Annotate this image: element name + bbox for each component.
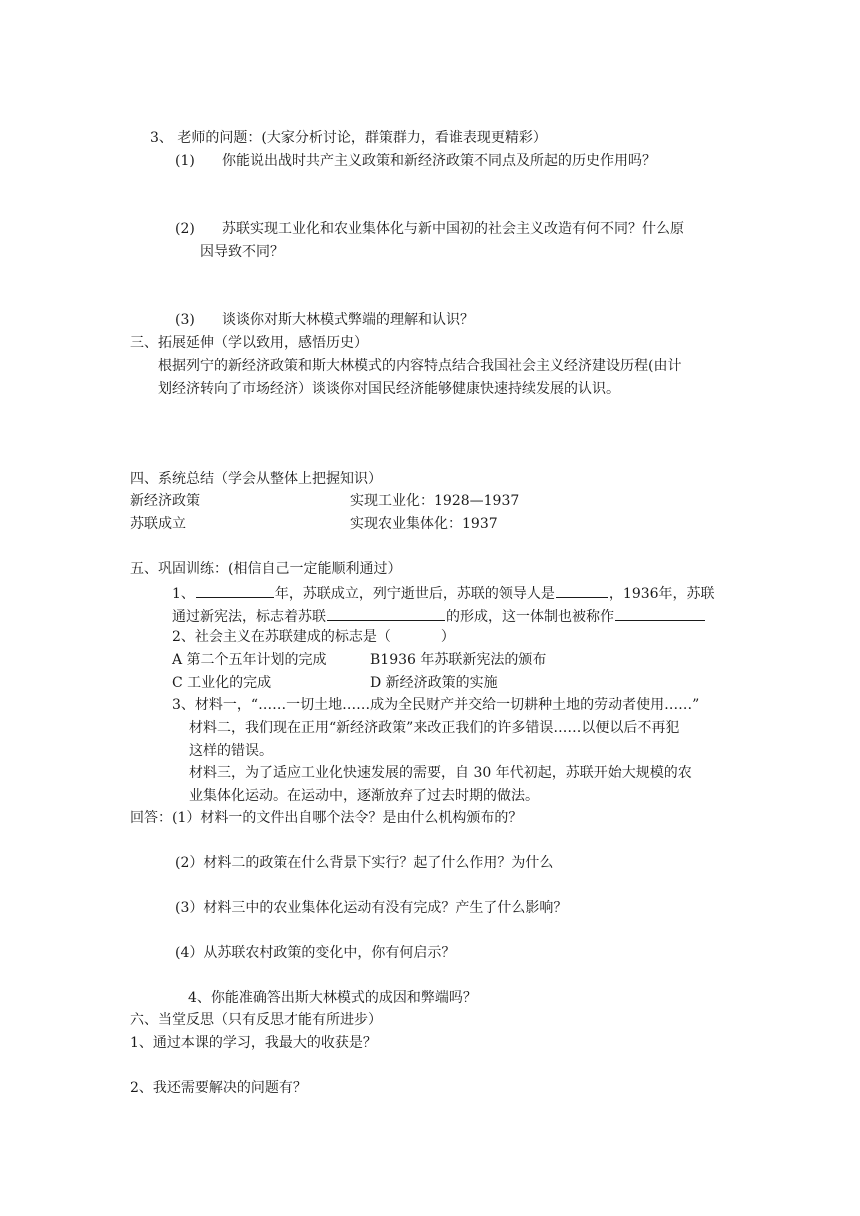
extension-text-line-2: 划经济转向了市场经济）谈谈你对国民经济能够健康快速持续发展的认识。 xyxy=(158,381,620,397)
material-1: 3、材料一，“……一切土地……成为全民财产并交给一切耕种土地的劳动者使用……” xyxy=(172,697,700,713)
fill-blank-leader[interactable] xyxy=(556,582,608,598)
option-c: C 工业化的完成 xyxy=(172,675,272,691)
reflection-heading: 六、当堂反思（只有反思才能有所进步） xyxy=(130,1012,382,1028)
reflection-2: 2、我还需要解决的问题有？ xyxy=(130,1080,307,1096)
practice-heading: 五、巩固训练：(相信自己一定能顺利通过） xyxy=(130,561,402,577)
fill-blank-system[interactable] xyxy=(327,605,445,621)
practice-q1-part1: 年，苏联成立，列宁逝世后，苏联的领导人是 xyxy=(274,586,555,602)
practice-q1-part2: ，1936年，苏联 xyxy=(608,586,715,602)
reflection-1: 1、通过本课的学习，我最大的收获是？ xyxy=(130,1035,377,1051)
practice-q4: 4、你能准确答出斯大林模式的成因和弊端吗？ xyxy=(188,990,477,1006)
option-d: D 新经济政策的实施 xyxy=(370,675,498,691)
material-3-line-1: 材料三，为了适应工业化快速发展的需要，自 30 年代初起，苏联开始大规模的农 xyxy=(189,765,692,781)
question-2-text-continued: 因导致不同？ xyxy=(200,244,284,260)
question-2-number: (2) xyxy=(175,221,195,237)
extension-heading: 三、拓展延伸（学以致用，感悟历史） xyxy=(130,335,368,351)
answer-2: (2）材料二的政策在什么背景下实行？起了什么作用？为什么 xyxy=(175,855,554,871)
answer-3: (3）材料三中的农业集体化运动有没有完成？产生了什么影响？ xyxy=(175,900,568,916)
question-3-number: (3) xyxy=(175,312,195,328)
practice-q1-part4: 的形成，这一体制也被称作 xyxy=(446,609,614,625)
practice-q1-prefix: 1、 xyxy=(172,586,195,602)
practice-q1-line-2 xyxy=(172,605,706,627)
option-a: A 第二个五年计划的完成 xyxy=(172,652,327,668)
question-1-number: (1) xyxy=(175,153,195,169)
answer-1: 回答：(1）材料一的文件出自哪个法令？是由什么机构颁布的？ xyxy=(130,810,523,826)
summary-heading: 四、系统总结（学会从整体上把握知识） xyxy=(130,471,382,487)
practice-q1-part3: 通过新宪法，标志着苏联 xyxy=(172,609,326,625)
extension-text-line-1: 根据列宁的新经济政策和斯大林模式的内容特点结合我国社会主义经济建设历程(由计 xyxy=(158,358,682,374)
teacher-questions-heading: 3、 老师的问题：(大家分析讨论，群策群力，看谁表现更精彩） xyxy=(150,130,547,146)
question-1-text: 你能说出战时共产主义政策和新经济政策不同点及所起的历史作用吗？ xyxy=(222,153,656,169)
summary-ussr-founded: 苏联成立 xyxy=(130,516,186,532)
practice-q2-stem xyxy=(172,627,455,647)
practice-q1-line-1 xyxy=(172,582,715,604)
answer-4: (4）从苏联农村政策的变化中，你有何启示？ xyxy=(175,945,456,961)
summary-nep: 新经济政策 xyxy=(130,493,200,509)
question-2-text: 苏联实现工业化和农业集体化与新中国初的社会主义改造有何不同？什么原 xyxy=(222,221,684,237)
material-2-line-2: 这样的错误。 xyxy=(189,743,273,759)
practice-q2-stem-text: 2、社会主义在苏联建成的标志是（ xyxy=(172,629,391,645)
question-3-text: 谈谈你对斯大林模式弊端的理解和认识？ xyxy=(222,312,474,328)
summary-collectivization: 实现农业集体化：1937 xyxy=(350,516,498,532)
summary-industrialization: 实现工业化：1928—1937 xyxy=(350,493,520,509)
fill-blank-name[interactable] xyxy=(615,605,705,621)
material-3-line-2: 业集体化运动。在运动中，逐渐放弃了过去时期的做法。 xyxy=(189,788,539,804)
practice-q2-stem-close: ） xyxy=(440,629,455,645)
material-2-line-1: 材料二，我们现在正用“新经济政策”来改正我们的许多错误……以便以后不再犯 xyxy=(189,720,680,736)
option-b: B1936 年苏联新宪法的颁布 xyxy=(370,652,547,668)
fill-blank-year[interactable] xyxy=(196,582,274,598)
